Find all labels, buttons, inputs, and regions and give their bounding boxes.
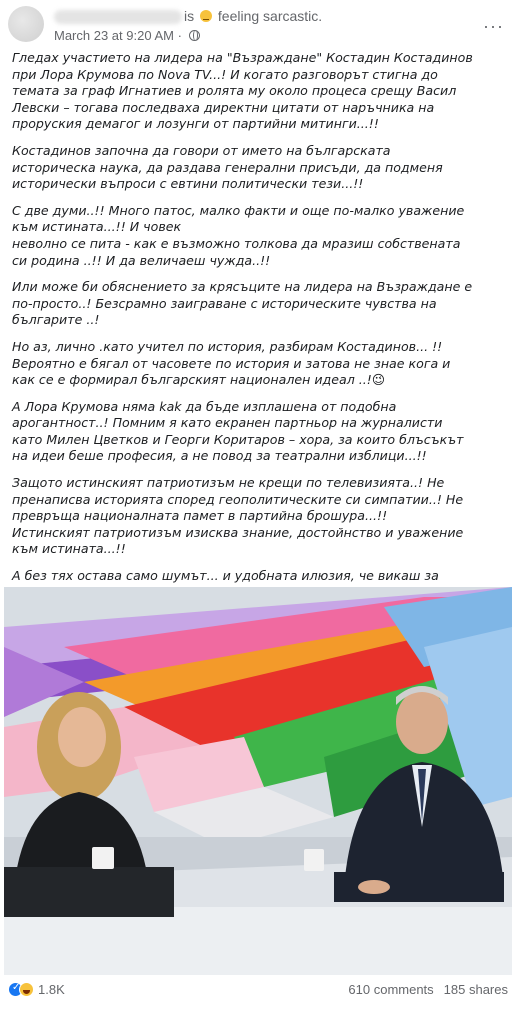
avatar[interactable] (8, 6, 44, 42)
reaction-count[interactable]: 1.8K (38, 982, 65, 997)
status-word: is (184, 8, 195, 24)
globe-icon (189, 30, 200, 41)
post-paragraph: Костадинов започна да говори от името на българската историческа наука, да раздава генерални присъди, да подменя исторически въпроси с евтини политически тези...!! (12, 142, 443, 192)
post-paragraph: Гледах участието на лидера на "Възраждане" Костадин Костадинов при Лора Крумова по Nova TV...! И когато разговорът стигна до темата за граф Игнатиев и ролята му около процеса срещу Васил Левски – тогава последваха директни цитати от наръчника на проруския демагог и лозунги от партийни митинги...!! (12, 50, 473, 132)
post-paragraph: Защото истинският патриотизъм не крещи по телевизията..! Не пренаписва историята според геополитическите си симпатии..! Не превръща националната памет в партийна брошура...!! Истинският патриотизъм изисква знание, достойнство и уважение към истината...!! (12, 475, 464, 557)
tv-studio-photo (4, 587, 512, 975)
engagement-counts (348, 982, 508, 997)
reactions-summary[interactable] (8, 982, 65, 997)
post-timestamp[interactable] (54, 28, 200, 43)
timestamp-text[interactable]: March 23 at 9:20 AM · (54, 28, 182, 43)
post-paragraph: Но аз, лично .като учител по история, разбирам Костадинов... !! Вероятно е бягал от часовете по история и затова не знае кога и как се е формирал българският национален идеал ..!😉 (12, 338, 451, 388)
post-paragraph: А Лора Крумова няма kak да бъде изплашена от подобна aрогантност..! Помним я като екранен партньор на журналисти като Милен Цветков и Георги Коритаров – хора, за които блъсъкът на идеи беше професия, а не повод за театрални изблици...!! (12, 398, 464, 464)
haha-reaction-icon (19, 982, 34, 997)
feeling-status (184, 8, 322, 24)
smirk-emoji-icon (200, 10, 212, 22)
post-footer (8, 980, 508, 1004)
post-text (12, 50, 508, 628)
post-paragraph: С две думи..!! Много патос, малко факти и още по-малко уважение към истината...!! И човек неволно се пита - как е възможно толкова да мразиш собствената си родина ..!! И да величаеш чужда..!! (12, 202, 465, 268)
feeling-text: feeling sarcastic. (217, 8, 323, 24)
comments-link[interactable]: 610 comments (348, 982, 434, 997)
shares-link[interactable]: 185 shares (443, 982, 508, 997)
more-options-icon[interactable]: ··· (483, 16, 504, 36)
author-name-blurred[interactable] (54, 10, 182, 24)
post-photo[interactable] (4, 587, 512, 975)
post-paragraph: Или може би обяснението за крясъците на лидера на Възраждане е по-просто..! Безсрамно заиграване с историческите чувства на българите ..! (12, 279, 473, 328)
post-paragraph: А без тях остава само шумът... и удобната илюзия, че викаш за (12, 568, 439, 584)
post-header (6, 4, 510, 44)
